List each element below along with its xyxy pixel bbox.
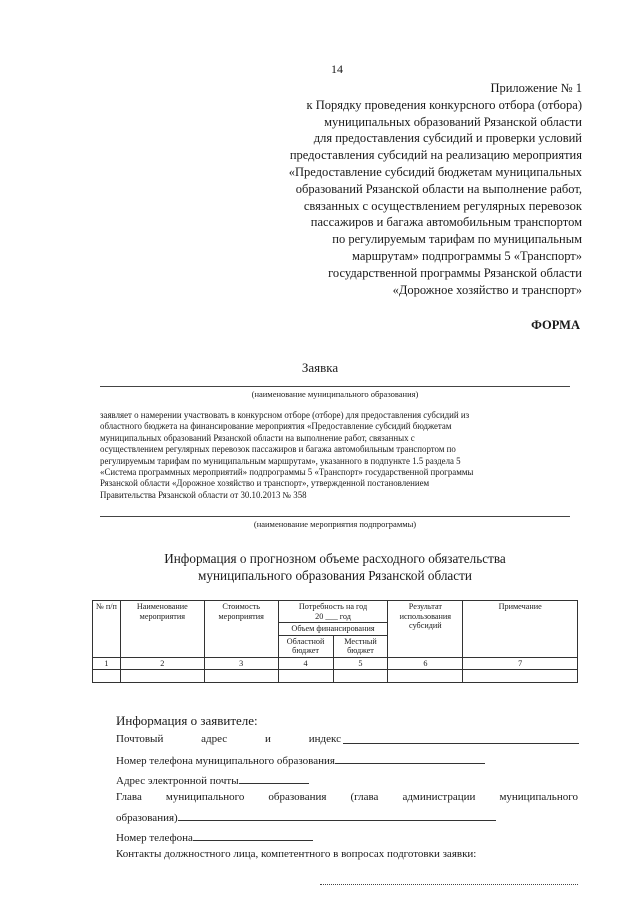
appendix-line: Приложение № 1 [490,81,582,95]
head-word: образования [268,791,327,803]
table-cell[interactable] [93,670,121,683]
header-regional: Областной бюджет [278,635,333,657]
appendix-line: связанных с осуществлением регулярных перевозок [303,198,582,213]
head-row [116,810,496,824]
appendix-line: к Порядку проведения конкурсного отбора (отбора) [306,97,582,112]
header-need [278,601,388,623]
body-line: регулируемым тарифам по муниципальным маршрутам», указанного в подпункте 1.5 раздела 5 [100,455,461,466]
header-need-text: Потребность на год [298,602,368,611]
body-line: муниципальных образований Рязанской области на выполнение работ, связанных с [100,432,415,443]
appendix-line: «Предоставление субсидий бюджетам муниципальных [288,164,582,179]
contacts-row [116,848,476,860]
postal-word: и [265,733,271,745]
header-result: Результат использования субсидий [388,601,463,658]
table-number-row [93,657,578,670]
body-line: «Система программных мероприятий» подпрограммы 5 «Транспорт» государственной программы [100,467,474,478]
postal-word: адрес [201,733,228,745]
phone-label: Номер телефона [116,832,193,844]
table-cell[interactable] [333,670,388,683]
head-continuation: образования) [116,812,178,824]
header-name: Наименование мероприятия [120,601,204,658]
header-volume: Объем финансирования [278,623,388,636]
appendix-line: «Дорожное хозяйство и транспорт» [392,282,582,297]
email-row [116,773,309,787]
header-cost: Стоимость мероприятия [204,601,278,658]
table-cell[interactable] [204,670,278,683]
subprogram-caption: (наименование мероприятия подпрограммы) [253,519,417,529]
head-word: Глава [116,791,142,803]
column-number: 2 [120,657,204,670]
municipality-name-line[interactable] [100,386,570,387]
email-label: Адрес электронной почты [116,775,239,787]
column-number: 1 [93,657,121,670]
table-cell[interactable] [463,670,578,683]
phone-row [116,830,313,844]
head-word: администрации [402,791,476,803]
contacts-field[interactable] [320,884,578,885]
head-name-field[interactable] [178,810,496,821]
applicant-title: Информация о заявителе: [116,713,258,728]
body-line: областного бюджета на финансирование мероприятия «Предоставление субсидий бюджетам [100,421,452,432]
column-number: 6 [388,657,463,670]
page-number: 14 [331,62,343,76]
document-title: Заявка [301,360,339,375]
header-note: Примечание [463,601,578,658]
header-no: № п/п [93,601,121,658]
form-label: ФОРМА [531,318,580,332]
table-cell[interactable] [388,670,463,683]
table-cell[interactable] [278,670,333,683]
financing-table [92,600,578,683]
appendix-line: муниципальных образований Рязанской области [324,114,582,129]
header-local: Местный бюджет [333,635,388,657]
appendix-line: пассажиров и багажа автомобильным транспортом [310,215,582,230]
email-field[interactable] [239,773,309,784]
appendix-line: по регулируемым тарифам по муниципальным [332,232,582,247]
column-number: 3 [204,657,278,670]
head-word: муниципального [499,791,578,803]
phone-municipality-row [116,753,485,767]
application-body [100,410,570,501]
postal-word: индекс [308,733,341,745]
contacts-label: Контакты должностного лица, компетентного в вопросах подготовки заявки: [116,848,477,860]
body-line: Правительства Рязанской области от 30.10.2013 № 358 [100,489,307,500]
phone-municipality-field[interactable] [335,753,485,764]
phone-municipality-label: Номер телефона муниципального образования [116,755,335,767]
column-number: 4 [278,657,333,670]
postal-address-field[interactable] [343,733,579,744]
subprogram-name-line[interactable] [100,516,570,517]
table-cell[interactable] [120,670,204,683]
info-title [100,550,570,584]
table-header-row [93,601,578,623]
appendix-line: предоставления субсидий на реализацию мероприятия [289,148,582,163]
appendix-line: маршрутам» подпрограммы 5 «Транспорт» [352,248,582,263]
column-number: 5 [333,657,388,670]
appendix-line: для предоставления субсидий и проверки условий [313,131,582,146]
body-line: Рязанской области «Дорожное хозяйство и транспорт», утвержденной постановлением [100,478,430,489]
body-line: осуществлением регулярных перевозок пассажиров и багажа автомобильным транспортом по [100,444,456,455]
phone-field[interactable] [193,830,313,841]
info-title-line: Информация о прогнозном объеме расходного обязательства [164,551,506,566]
info-title-line: муниципального образования Рязанской области [198,568,472,583]
postal-label [116,733,341,745]
head-word: муниципального [165,791,245,803]
column-number: 7 [463,657,578,670]
appendix-line: государственной программы Рязанской области [328,265,582,280]
appendix-line: образований Рязанской области на выполнение работ, [295,181,582,196]
appendix-header [242,80,582,298]
head-word: (глава [350,791,379,803]
head-label [116,791,578,803]
header-need-year: 20 ___ год [315,611,351,621]
municipality-caption: (наименование муниципального образования) [251,389,419,399]
postal-word: Почтовый [116,733,164,745]
body-line: заявляет о намерении участвовать в конкурсном отборе (отборе) для предоставления субсидий из [100,410,470,420]
table-row [93,670,578,683]
